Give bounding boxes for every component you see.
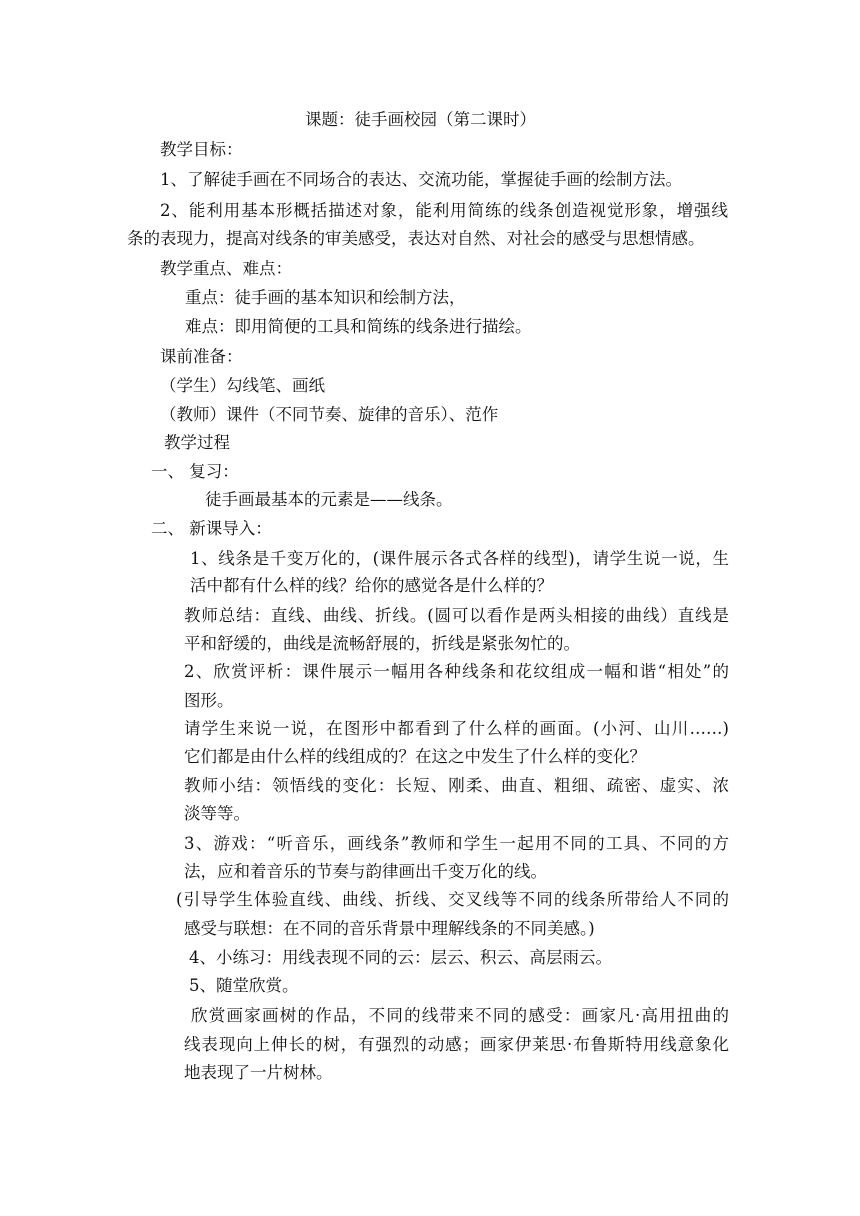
para-7-line-1: (引导学生体验直线、曲线、折线、交叉线等不同的线条所带给人不同的 — [176, 890, 729, 909]
para-3-line-1: 2、欣赏评析：课件展示一幅用各种线条和花纹组成一幅和谐“相处”的 — [184, 662, 729, 681]
step-1-text: 徒手画最基本的元素是——线条。 — [205, 490, 453, 509]
objective-1: 1、了解徒手画在不同场合的表达、交流功能，掌握徒手画的绘制方法。 — [160, 170, 682, 189]
prep-teacher: （教师）课件（不同节奏、旋律的音乐）、范作 — [160, 405, 499, 424]
step-2-heading: 二、 新课导入： — [151, 519, 272, 538]
objectives-heading: 教学目标： — [160, 140, 243, 159]
para-10-line-3: 地表现了一片树林。 — [184, 1063, 333, 1082]
keypoints-heading: 教学重点、难点： — [160, 259, 292, 278]
difficulty-text: 难点：即用简便的工具和简练的线条进行描绘。 — [185, 317, 532, 336]
para-2-line-1: 教师总结：直线、曲线、折线。(圆可以看作是两头相接的曲线）直线是 — [184, 606, 729, 625]
para-6-line-2: 法，应和着音乐的节奏与韵律画出千变万化的线。 — [184, 862, 547, 881]
para-5-line-2: 淡等等。 — [184, 804, 250, 823]
para-4-line-2: 它们都是由什么样的线组成的？在这之中发生了什么样的变化？ — [184, 747, 646, 766]
para-9: 5、随堂欣赏。 — [189, 976, 299, 995]
prep-heading: 课前准备： — [160, 347, 243, 366]
step-1-heading: 一、 复习： — [151, 462, 239, 481]
para-8: 4、小练习：用线表现不同的云：层云、积云、高层雨云。 — [189, 948, 612, 967]
objective-2-line-2: 条的表现力，提高对线条的审美感受，表达对自然、对社会的感受与思想情感。 — [127, 229, 705, 248]
keypoint-text: 重点：徒手画的基本知识和绘制方法， — [185, 288, 466, 307]
para-5-line-1: 教师小结：领悟线的变化：长短、刚柔、曲直、粗细、疏密、虚实、浓 — [184, 776, 729, 795]
prep-student: （学生）勾线笔、画纸 — [160, 376, 325, 395]
process-heading: 教学过程 — [164, 433, 230, 452]
para-6-line-1: 3、游戏：“听音乐，画线条”教师和学生一起用不同的工具、不同的方 — [184, 834, 729, 853]
para-4-line-1: 请学生来说一说，在图形中都看到了什么样的画面。(小河、山川……) — [184, 719, 729, 738]
para-7-line-2: 感受与联想：在不同的音乐背景中理解线条的不同美感。) — [184, 919, 595, 938]
doc-title: 课题：徒手画校园（第二课时） — [305, 110, 536, 129]
para-10-line-1: 欣赏画家画树的作品，不同的线带来不同的感受：画家凡·高用扭曲的 — [191, 1006, 729, 1025]
para-3-line-2: 图形。 — [184, 691, 234, 710]
para-2-line-2: 平和舒缓的，曲线是流畅舒展的，折线是紧张匆忙的。 — [184, 634, 580, 653]
para-1-line-2: 活中都有什么样的线？给你的感觉各是什么样的？ — [190, 576, 553, 595]
para-1-line-1: 1、线条是千变万化的，(课件展示各式各样的线型)，请学生说一说，生 — [190, 549, 729, 568]
para-10-line-2: 线表现向上伸长的树，有强烈的动感；画家伊莱思·布鲁斯特用线意象化 — [184, 1035, 729, 1054]
objective-2-line-1: 2、能利用基本形概括描述对象，能利用简练的线条创造视觉形象，增强线 — [160, 201, 728, 220]
